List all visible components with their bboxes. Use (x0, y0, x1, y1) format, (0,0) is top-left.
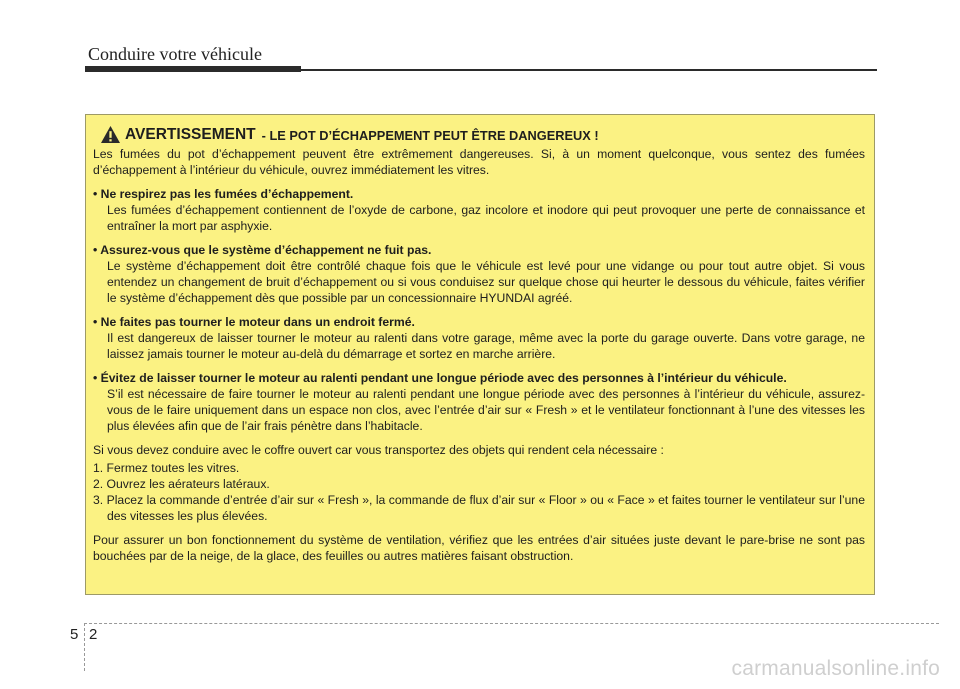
header-rule-thick (85, 66, 301, 72)
warning-box (85, 114, 875, 595)
warning-triangle-icon (100, 125, 121, 144)
trunk-step-3: 3. Placez la commande d’entrée d’air sur « Fresh », la commande de flux d’air sur « Floor » ou « Face » et faites tourner le ventilateur sur l’une des vitesses les plus élevées. (93, 493, 865, 523)
warning-heading (93, 125, 865, 144)
bullet-title-fumes: • Ne respirez pas les fumées d’échappement. (93, 187, 354, 201)
bullet-title-leak: • Assurez-vous que le système d’échappement ne fuit pas. (93, 243, 432, 257)
footer-rule-horizontal (84, 623, 939, 624)
bullet-title-closed-space: • Ne faites pas tourner le moteur dans un endroit fermé. (93, 315, 415, 329)
bullet-body-fumes: Les fumées d’échappement contiennent de l’oxyde de carbone, gaz incolore et inodore qui peut provoquer une perte de connaissance et entraîner la mort par asphyxie. (107, 203, 865, 233)
trunk-step-1: 1. Fermez toutes les vitres. (93, 461, 240, 475)
page-number: 2 (89, 626, 98, 643)
trunk-step-2: 2. Ouvrez les aérateurs latéraux. (93, 477, 270, 491)
header-rule-thin (301, 69, 877, 71)
warning-title: AVERTISSEMENT (125, 126, 256, 143)
footer-rule-vertical (84, 623, 85, 671)
bullet-title-idle: • Évitez de laisser tourner le moteur au ralenti pendant une longue période avec des personnes à l’intérieur du véhicule. (93, 371, 787, 385)
bullet-body-leak: Le système d’échappement doit être contrôlé chaque fois que le véhicule est levé pour une vidange ou pour tout autre objet. Si vous entendez un changement de bruit d’échappement ou si vous conduisez sur quelque chose qui heurter le dessous du véhicule, faites vérifier le système d’échappement dès que possible par un concessionnaire HYUNDAI agréé. (107, 259, 865, 305)
trunk-steps (93, 460, 865, 524)
warning-intro: Les fumées du pot d’échappement peuvent être extrêmement dangereuses. Si, à un moment quelconque, vous sentez des fumées d’échappement à l’intérieur du véhicule, ouvrez immédiatement les vitres. (93, 147, 865, 177)
trunk-intro: Si vous devez conduire avec le coffre ouvert car vous transportez des objets qui rendent cela nécessaire : (93, 443, 664, 457)
bullet-body-closed-space: Il est dangereux de laisser tourner le moteur au ralenti dans votre garage, même avec la porte du garage ouverte. Dans votre garage, ne laissez jamais tourner le moteur au-delà du démarrage et sortez en marche arrière. (107, 331, 865, 361)
warning-subtitle: - LE POT D’ÉCHAPPEMENT PEUT ÊTRE DANGEREUX ! (261, 128, 599, 143)
ventilation-note: Pour assurer un bon fonctionnement du système de ventilation, vérifiez que les entrées d’air situées juste devant le pare-brise ne sont pas bouchées par de la neige, de la glace, des feuilles ou autres matières faisant obstruction. (93, 533, 865, 563)
chapter-title: Conduire votre véhicule (88, 44, 262, 64)
section-number: 5 (70, 626, 79, 643)
bullet-body-idle: S’il est nécessaire de faire tourner le moteur au ralenti pendant une longue période avec des personnes à l’intérieur du véhicule, assurez-vous de le faire uniquement dans un espace non clos, avec l’entrée d’air sur « Fresh » et le ventilateur fonctionnant à l’une des vitesses les plus élevées afin que de l’air frais pénètre dans l’habitacle. (107, 387, 865, 433)
watermark: carmanualsonline.info (731, 657, 940, 680)
